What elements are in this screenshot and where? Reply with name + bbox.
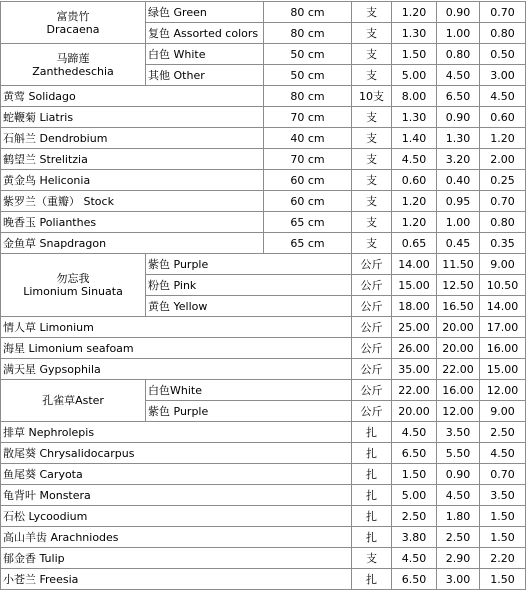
price-cell-3: 9.00 bbox=[480, 401, 526, 422]
price-cell-1: 0.60 bbox=[392, 170, 437, 191]
flower-name-cell: 紫罗兰（重瓣） Stock bbox=[1, 191, 264, 212]
price-cell-2: 5.50 bbox=[437, 443, 480, 464]
unit-cell: 扎 bbox=[352, 464, 392, 485]
flower-name-cell: 海星 Limonium seafoam bbox=[1, 338, 352, 359]
price-cell-2: 4.50 bbox=[437, 485, 480, 506]
price-cell-2: 12.50 bbox=[437, 275, 480, 296]
table-row bbox=[1, 233, 526, 254]
price-cell-2: 1.80 bbox=[437, 506, 480, 527]
price-cell-3: 14.00 bbox=[480, 296, 526, 317]
price-cell-1: 26.00 bbox=[392, 338, 437, 359]
price-cell-3: 17.00 bbox=[480, 317, 526, 338]
flower-name-cell bbox=[1, 380, 146, 422]
price-cell-1: 25.00 bbox=[392, 317, 437, 338]
unit-cell: 公斤 bbox=[352, 338, 392, 359]
table-row bbox=[1, 464, 526, 485]
flower-name-cell: 郁金香 Tulip bbox=[1, 548, 352, 569]
unit-cell: 扎 bbox=[352, 506, 392, 527]
price-cell-2: 3.00 bbox=[437, 569, 480, 590]
flower-name-en: Zanthedeschia bbox=[32, 64, 114, 78]
table-row bbox=[1, 506, 526, 527]
table-row bbox=[1, 170, 526, 191]
price-cell-1: 4.50 bbox=[392, 548, 437, 569]
price-cell-1: 5.00 bbox=[392, 485, 437, 506]
flower-name-cell: 散尾葵 Chrysalidocarpus bbox=[1, 443, 352, 464]
unit-cell: 扎 bbox=[352, 527, 392, 548]
price-cell-2: 0.80 bbox=[437, 44, 480, 65]
price-cell-3: 1.50 bbox=[480, 506, 526, 527]
unit-cell: 公斤 bbox=[352, 401, 392, 422]
price-cell-1: 1.20 bbox=[392, 2, 437, 23]
price-cell-1: 35.00 bbox=[392, 359, 437, 380]
price-cell-3: 0.70 bbox=[480, 2, 526, 23]
table-row bbox=[1, 107, 526, 128]
unit-cell: 支 bbox=[352, 65, 392, 86]
price-cell-1: 1.30 bbox=[392, 23, 437, 44]
price-cell-3: 0.70 bbox=[480, 464, 526, 485]
unit-cell: 公斤 bbox=[352, 317, 392, 338]
price-cell-3: 0.35 bbox=[480, 233, 526, 254]
length-cell: 80 cm bbox=[264, 2, 352, 23]
flower-name-cell: 鱼尾葵 Caryota bbox=[1, 464, 352, 485]
flower-name-cell bbox=[1, 254, 146, 317]
price-cell-2: 16.50 bbox=[437, 296, 480, 317]
price-cell-3: 9.00 bbox=[480, 254, 526, 275]
price-cell-1: 2.50 bbox=[392, 506, 437, 527]
price-cell-2: 20.00 bbox=[437, 317, 480, 338]
price-cell-1: 1.40 bbox=[392, 128, 437, 149]
table-row bbox=[1, 128, 526, 149]
table-row bbox=[1, 548, 526, 569]
unit-cell: 10支 bbox=[352, 86, 392, 107]
price-cell-1: 6.50 bbox=[392, 443, 437, 464]
price-cell-3: 0.50 bbox=[480, 44, 526, 65]
price-cell-2: 6.50 bbox=[437, 86, 480, 107]
price-cell-1: 22.00 bbox=[392, 380, 437, 401]
length-cell: 70 cm bbox=[264, 149, 352, 170]
unit-cell: 支 bbox=[352, 233, 392, 254]
table-row bbox=[1, 212, 526, 233]
unit-cell: 公斤 bbox=[352, 275, 392, 296]
length-cell: 60 cm bbox=[264, 170, 352, 191]
variety-cell: 紫色 Purple bbox=[146, 254, 352, 275]
length-cell: 50 cm bbox=[264, 65, 352, 86]
table-row bbox=[1, 191, 526, 212]
price-cell-2: 12.00 bbox=[437, 401, 480, 422]
flower-name-cell: 石斛兰 Dendrobium bbox=[1, 128, 264, 149]
price-cell-3: 0.25 bbox=[480, 170, 526, 191]
price-cell-1: 8.00 bbox=[392, 86, 437, 107]
price-cell-3: 1.50 bbox=[480, 569, 526, 590]
flower-name-cell bbox=[1, 44, 146, 86]
price-cell-1: 1.20 bbox=[392, 191, 437, 212]
price-cell-2: 20.00 bbox=[437, 338, 480, 359]
unit-cell: 扎 bbox=[352, 569, 392, 590]
price-cell-3: 0.70 bbox=[480, 191, 526, 212]
length-cell: 80 cm bbox=[264, 23, 352, 44]
price-cell-1: 4.50 bbox=[392, 422, 437, 443]
flower-name-cell: 蛇鞭菊 Liatris bbox=[1, 107, 264, 128]
price-cell-2: 1.00 bbox=[437, 23, 480, 44]
flower-name-cell: 金鱼草 Snapdragon bbox=[1, 233, 264, 254]
length-cell: 70 cm bbox=[264, 107, 352, 128]
table-row bbox=[1, 44, 526, 65]
flower-name-en: Dracaena bbox=[46, 22, 100, 36]
price-cell-3: 2.20 bbox=[480, 548, 526, 569]
price-cell-3: 15.00 bbox=[480, 359, 526, 380]
flower-price-table bbox=[0, 1, 526, 590]
variety-cell: 黄色 Yellow bbox=[146, 296, 352, 317]
unit-cell: 扎 bbox=[352, 443, 392, 464]
unit-cell: 扎 bbox=[352, 422, 392, 443]
price-cell-1: 4.50 bbox=[392, 149, 437, 170]
price-cell-3: 16.00 bbox=[480, 338, 526, 359]
flower-name-cn: 富贵竹 bbox=[56, 9, 90, 23]
table-row bbox=[1, 380, 526, 401]
flower-name-cell: 排草 Nephrolepis bbox=[1, 422, 352, 443]
unit-cell: 支 bbox=[352, 191, 392, 212]
price-cell-2: 0.40 bbox=[437, 170, 480, 191]
variety-cell: 复色 Assorted colors bbox=[146, 23, 264, 44]
length-cell: 40 cm bbox=[264, 128, 352, 149]
table-row bbox=[1, 569, 526, 590]
flower-name-cell bbox=[1, 2, 146, 44]
price-cell-2: 2.50 bbox=[437, 527, 480, 548]
price-cell-1: 14.00 bbox=[392, 254, 437, 275]
table-row bbox=[1, 2, 526, 23]
flower-name-cell: 晚香玉 Polianthes bbox=[1, 212, 264, 233]
unit-cell: 支 bbox=[352, 212, 392, 233]
price-cell-2: 0.95 bbox=[437, 191, 480, 212]
price-cell-3: 1.50 bbox=[480, 527, 526, 548]
variety-cell: 其他 Other bbox=[146, 65, 264, 86]
price-cell-2: 11.50 bbox=[437, 254, 480, 275]
price-cell-3: 3.50 bbox=[480, 485, 526, 506]
flower-name-cell: 黄莺 Solidago bbox=[1, 86, 264, 107]
length-cell: 65 cm bbox=[264, 233, 352, 254]
unit-cell: 公斤 bbox=[352, 359, 392, 380]
price-cell-3: 0.80 bbox=[480, 23, 526, 44]
flower-name-cell: 情人草 Limonium bbox=[1, 317, 352, 338]
table-row bbox=[1, 317, 526, 338]
price-cell-2: 0.45 bbox=[437, 233, 480, 254]
table-row bbox=[1, 443, 526, 464]
unit-cell: 公斤 bbox=[352, 380, 392, 401]
price-cell-2: 1.00 bbox=[437, 212, 480, 233]
unit-cell: 支 bbox=[352, 128, 392, 149]
price-cell-1: 0.65 bbox=[392, 233, 437, 254]
flower-name-cell: 满天星 Gypsophila bbox=[1, 359, 352, 380]
flower-name-cell: 小苍兰 Freesia bbox=[1, 569, 352, 590]
unit-cell: 支 bbox=[352, 170, 392, 191]
table-row bbox=[1, 338, 526, 359]
table-row bbox=[1, 359, 526, 380]
variety-cell: 白色White bbox=[146, 380, 352, 401]
price-cell-3: 2.00 bbox=[480, 149, 526, 170]
table-row bbox=[1, 485, 526, 506]
price-cell-2: 1.30 bbox=[437, 128, 480, 149]
unit-cell: 支 bbox=[352, 2, 392, 23]
price-cell-3: 2.50 bbox=[480, 422, 526, 443]
flower-name-cell: 龟背叶 Monstera bbox=[1, 485, 352, 506]
price-cell-1: 1.20 bbox=[392, 212, 437, 233]
flower-name-cell: 鹤望兰 Strelitzia bbox=[1, 149, 264, 170]
flower-name-cell: 石松 Lycoodium bbox=[1, 506, 352, 527]
price-cell-1: 20.00 bbox=[392, 401, 437, 422]
price-cell-2: 2.90 bbox=[437, 548, 480, 569]
table-row bbox=[1, 422, 526, 443]
table-row bbox=[1, 149, 526, 170]
price-cell-2: 0.90 bbox=[437, 107, 480, 128]
table-row bbox=[1, 527, 526, 548]
price-cell-3: 0.80 bbox=[480, 212, 526, 233]
flower-name-cn: 孔雀草Aster bbox=[42, 394, 104, 407]
price-cell-2: 4.50 bbox=[437, 65, 480, 86]
table-row bbox=[1, 86, 526, 107]
unit-cell: 公斤 bbox=[352, 296, 392, 317]
table-row bbox=[1, 254, 526, 275]
price-cell-3: 3.00 bbox=[480, 65, 526, 86]
variety-cell: 绿色 Green bbox=[146, 2, 264, 23]
unit-cell: 支 bbox=[352, 149, 392, 170]
length-cell: 80 cm bbox=[264, 86, 352, 107]
flower-name-cell: 高山羊齿 Arachniodes bbox=[1, 527, 352, 548]
unit-cell: 扎 bbox=[352, 485, 392, 506]
flower-name-en: Limonium Sinuata bbox=[23, 285, 123, 298]
price-table-body bbox=[1, 2, 526, 590]
unit-cell: 支 bbox=[352, 548, 392, 569]
price-cell-3: 1.20 bbox=[480, 128, 526, 149]
price-cell-2: 0.90 bbox=[437, 464, 480, 485]
variety-cell: 粉色 Pink bbox=[146, 275, 352, 296]
price-cell-1: 6.50 bbox=[392, 569, 437, 590]
price-cell-1: 3.80 bbox=[392, 527, 437, 548]
price-cell-3: 0.60 bbox=[480, 107, 526, 128]
price-cell-2: 3.50 bbox=[437, 422, 480, 443]
unit-cell: 公斤 bbox=[352, 254, 392, 275]
length-cell: 50 cm bbox=[264, 44, 352, 65]
length-cell: 65 cm bbox=[264, 212, 352, 233]
price-cell-2: 16.00 bbox=[437, 380, 480, 401]
price-cell-3: 10.50 bbox=[480, 275, 526, 296]
price-cell-1: 18.00 bbox=[392, 296, 437, 317]
variety-cell: 紫色 Purple bbox=[146, 401, 352, 422]
price-cell-2: 0.90 bbox=[437, 2, 480, 23]
unit-cell: 支 bbox=[352, 44, 392, 65]
price-cell-3: 12.00 bbox=[480, 380, 526, 401]
price-cell-2: 3.20 bbox=[437, 149, 480, 170]
flower-name-cn: 勿忘我 bbox=[56, 272, 90, 285]
price-cell-3: 4.50 bbox=[480, 86, 526, 107]
price-cell-1: 1.50 bbox=[392, 44, 437, 65]
unit-cell: 支 bbox=[352, 107, 392, 128]
price-cell-2: 22.00 bbox=[437, 359, 480, 380]
price-cell-1: 1.50 bbox=[392, 464, 437, 485]
price-cell-1: 1.30 bbox=[392, 107, 437, 128]
price-cell-3: 4.50 bbox=[480, 443, 526, 464]
variety-cell: 白色 White bbox=[146, 44, 264, 65]
flower-name-cn: 马蹄莲 bbox=[56, 51, 90, 65]
length-cell: 60 cm bbox=[264, 191, 352, 212]
flower-name-cell: 黄金鸟 Heliconia bbox=[1, 170, 264, 191]
unit-cell: 支 bbox=[352, 23, 392, 44]
price-cell-1: 15.00 bbox=[392, 275, 437, 296]
price-cell-1: 5.00 bbox=[392, 65, 437, 86]
